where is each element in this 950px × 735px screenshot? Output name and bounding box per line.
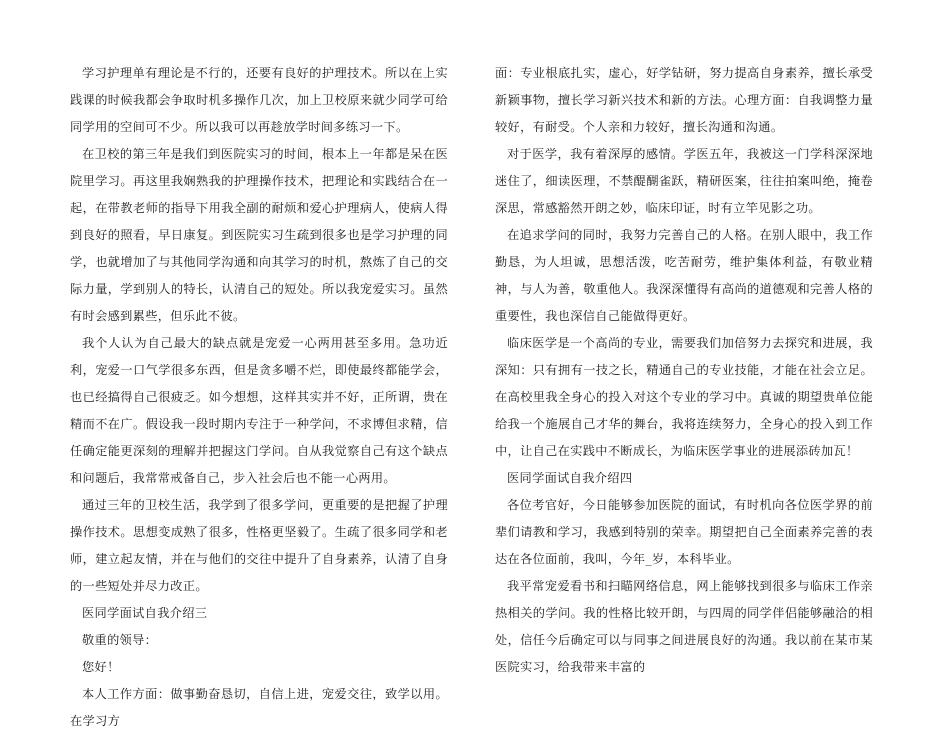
left-column bbox=[70, 60, 448, 735]
paragraph: 我个人认为自己最大的缺点就是宠爱一心两用甚至多用。急功近利，宠爱一口气学很多东西，但是贪多嚼不烂，即使最终都能学会，也已经搞得自己很疲乏。如今想想，这样其实并不好，正所谓，贵在精而不在广。假设我一段时期内专注于一种学问，不求博但求精，信任确定能更深刻的理解并把握这门学问。自从我觉察自己有这个缺点和问题后，我常常戒备自己，步入社会后也不能一心两用。 bbox=[70, 336, 448, 485]
paragraph: 在追求学问的同时，我努力完善自己的人格。在别人眼中，我工作勤恳，为人坦诚，思想活泼，吃苦耐劳，维护集体利益，有敬业精神，与人为善，敬重他人。我深深懂得有高尚的道德观和完善人格的重要性，我也深信自己能做得更好。 bbox=[495, 228, 873, 323]
paragraph: 临床医学是一个高尚的专业，需要我们加倍努力去探究和进展，我深知：只有拥有一技之长，精通自己的专业技能，才能在社会立足。在高校里我全身心的投入对这个专业的学习中。真诚的期望贵单位能给我一个施展自己才华的舞台，我将连续努力，全身心的投入到工作中，让自己在实践中不断成长，为临床医学事业的进展添砖加瓦！ bbox=[495, 336, 873, 458]
paragraph: 通过三年的卫校生活，我学到了很多学问，更重要的是把握了护理操作技术。思想变成熟了很多，性格更坚毅了。生疏了很多同学和老师，建立起友情，并在与他们的交往中提升了自身素养，认清了自身的一些短处并尽力改正。 bbox=[70, 498, 448, 593]
paragraph-continued: 面：专业根底扎实，虚心，好学钻研，努力提高自身素养，擅长承受新颖事物，擅长学习新兴技术和新的方法。心理方面：自我调整力量较好，有耐受。个人亲和力较好，擅长沟通和沟通。 bbox=[495, 66, 873, 134]
paragraph: 本人工作方面：做事勤奋恳切，自信上进，宠爱交往，致学以用。在学习方 bbox=[70, 687, 448, 728]
right-column bbox=[495, 60, 873, 681]
paragraph: 各位考官好，今日能够参加医院的面试，有时机向各位医学界的前辈们请教和学习，我感到特别的荣幸。期望把自己全面素养完善的表达在各位面前，我叫，今年_岁，本科毕业。 bbox=[495, 498, 873, 566]
greeting: 您好！ bbox=[82, 660, 120, 674]
salutation: 敬重的领导： bbox=[82, 633, 158, 647]
paragraph: 学习护理单有理论是不行的，还要有良好的护理技术。所以在上实践课的时候我都会争取时机多操作几次，加上卫校原来就少同学可给同学用的空间可不少。所以我可以再趁放学时间多练习一下。 bbox=[70, 66, 448, 134]
section-heading: 医同学面试自我介绍三 bbox=[82, 606, 208, 620]
paragraph: 在卫校的第三年是我们到医院实习的时间，根本上一年都是呆在医院里学习。再这里我娴熟我的护理操作技术，把理论和实践结合在一起，在带教老师的指导下用我全副的耐烦和爱心护理病人，使病人得到良好的照看，早日康复。到医院实习生疏到很多也是学习护理的同学，也就增加了与其他同学沟通和向其学习的时机，熬炼了自己的交际力量，学到别人的特长，认清自己的短处。所以我宠爱实习。虽然有时会感到累些，但乐此不彼。 bbox=[70, 147, 448, 323]
paragraph: 我平常宠爱看书和扫瞄网络信息，网上能够找到很多与临床工作亲热相关的学问。我的性格比较开朗，与四周的同学伴侣能够融洽的相处，信任今后确定可以与同事之间进展良好的沟通。我以前在某市某医院实习，给我带来丰富的 bbox=[495, 579, 873, 674]
section-heading: 医同学面试自我介绍四 bbox=[507, 471, 633, 485]
paragraph: 对于医学，我有着深厚的感情。学医五年，我被这一门学科深深地迷住了，细读医理，不禁醍醐雀跃，精研医案，往往拍案叫绝，掩卷深思，常感豁然开朗之妙，临床印证，时有立竿见影之功。 bbox=[495, 147, 873, 215]
